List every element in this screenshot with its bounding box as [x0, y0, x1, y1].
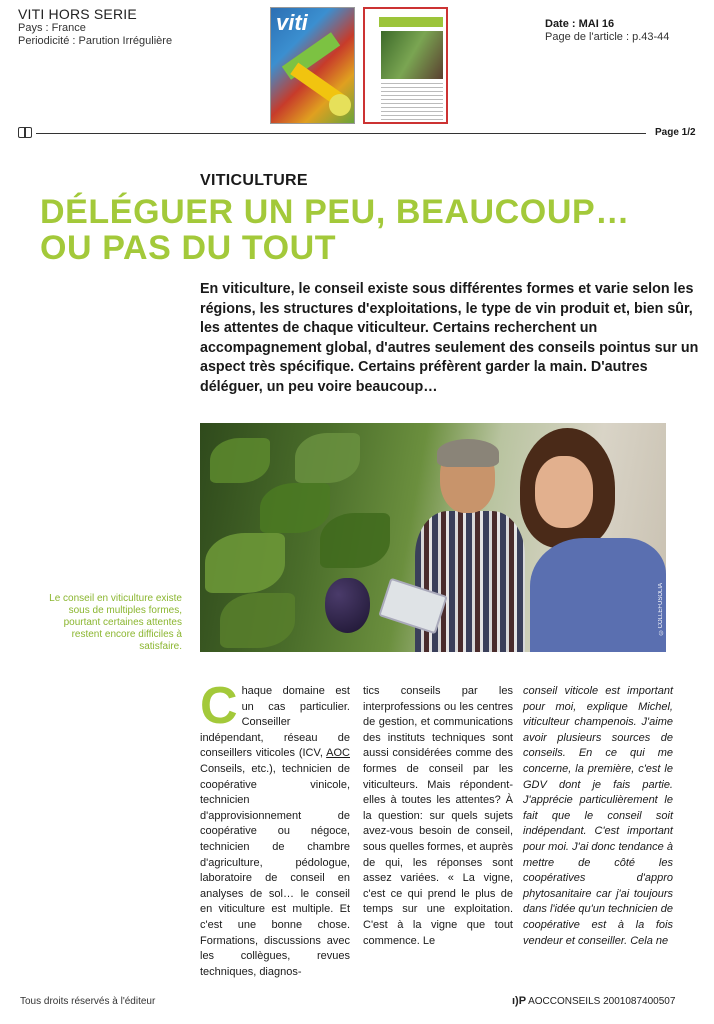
- grape-bunch: [325, 578, 370, 633]
- leaf-shape: [260, 483, 330, 533]
- column-1-text-a: haque domaine est un cas particulier. Conseiller indépendant, réseau de conseillers viticoles (ICV,: [200, 685, 350, 760]
- header-divider: [36, 133, 646, 134]
- thumbnail-photo: [381, 31, 443, 79]
- date-line: Date : MAI 16: [545, 18, 615, 30]
- leaf-shape: [210, 438, 270, 483]
- rights-notice: Tous droits réservés à l'éditeur: [20, 996, 156, 1007]
- date-info: [545, 18, 710, 44]
- drop-cap: C: [200, 677, 238, 735]
- thumbnail-text-lines: [381, 83, 443, 121]
- headline-line-1: DÉLÉGUER UN PEU, BEAUCOUP…: [40, 193, 630, 231]
- country-line: Pays : France: [18, 22, 86, 34]
- leaf-shape: [295, 433, 360, 483]
- body-column-2: tics conseils par les interprofessions ou les centres de gestion, et communications des instituts techniques sont aussi considérées comme des formes de conseil par les viticulteurs. Mais répondent-elles à toutes les attentes? À la question: sur quels sujets avez-vous besoin de conseil, sous quelles formes, et auprès de qui, les réponses sont assez variées. « La vigne, c'est ce qui prend le plus de temps sur une exploitation. C'est à la vigne que tout commence. Le: [363, 685, 513, 947]
- body-column-3: conseil viticole est important pour moi, explique Michel, viticulteur champenois. J'aime avoir plusieurs sources de conseils. En ce qui me concerne, la première, c'est le GDV dont je fais partie. J'apprécie particulièrement le fait que le conseil soit indépendant. C'est important pour moi. J'ai donc tendance à mettre de côté les coopératives d'appro phytosanitaire car j'ai toujours dans l'idée qu'un technicien de coopérative est à la fois vendeur et conseiller. Cela ne: [523, 685, 673, 947]
- column-1-text-b: Conseils, etc.), technicien de coopérative vinicole, technicien d'approvisionnement de coopérative ou négoce, technicien de chambre d'agriculture, pédologue, laboratoire de conseil en analyses de sol… le conseil en viticulture est multiple. Et c'est une bonne chose. Formations, discussions avec les collègues, revues techniques, diagnos-: [200, 762, 350, 978]
- publication-name: VITI HORS SERIE: [18, 6, 137, 22]
- leaf-shape: [320, 513, 390, 568]
- cover-circle-graphic: [329, 94, 351, 116]
- document-reference: [512, 995, 675, 1007]
- thumbnail-title-bar: [379, 17, 443, 27]
- aoc-link[interactable]: AOC: [326, 747, 350, 760]
- publisher-mark: ı)P: [512, 995, 527, 1007]
- article-page-thumbnail[interactable]: [363, 7, 448, 124]
- page-indicator: Page 1/2: [655, 127, 696, 138]
- book-icon: [18, 127, 32, 138]
- frequency-line: Periodicité : Parution Irrégulière: [18, 35, 173, 47]
- photo-credit: ©COLLEFUSOLIA: [658, 583, 664, 635]
- reference-code: AOCCONSEILS 2001087400507: [528, 996, 676, 1007]
- cover-logo: viti: [276, 10, 308, 35]
- article-headline: [40, 194, 700, 266]
- headline-line-2: OU PAS DU TOUT: [40, 229, 337, 267]
- source-info: [18, 6, 258, 48]
- magazine-cover-thumbnail[interactable]: [270, 7, 355, 124]
- article-pages-line: Page de l'article : p.43-44: [545, 31, 670, 43]
- leaf-shape: [220, 593, 295, 648]
- vineyard-photo: [200, 423, 666, 652]
- article-lead: En viticulture, le conseil existe sous différentes formes et varie selon les régions, les structures d'exploitations, le type de vin produit et, bien sûr, les attentes de chaque viticulteur. Certains recherchent un accompagnement global, d'autres seulement des conseils pointus sur un aspect très spécifique. Certains préfèrent garder la main. D'autres déléguer, un peu voire beaucoup…: [200, 281, 699, 395]
- section-label: VITICULTURE: [200, 172, 308, 189]
- body-column-1: [200, 677, 350, 980]
- photo-caption: Le conseil en viticulture existe sous de multiples formes, pourtant certaines attentes restent encore difficiles à satisfaire.: [49, 593, 182, 652]
- leaf-shape: [205, 533, 285, 593]
- woman-figure: [500, 428, 666, 652]
